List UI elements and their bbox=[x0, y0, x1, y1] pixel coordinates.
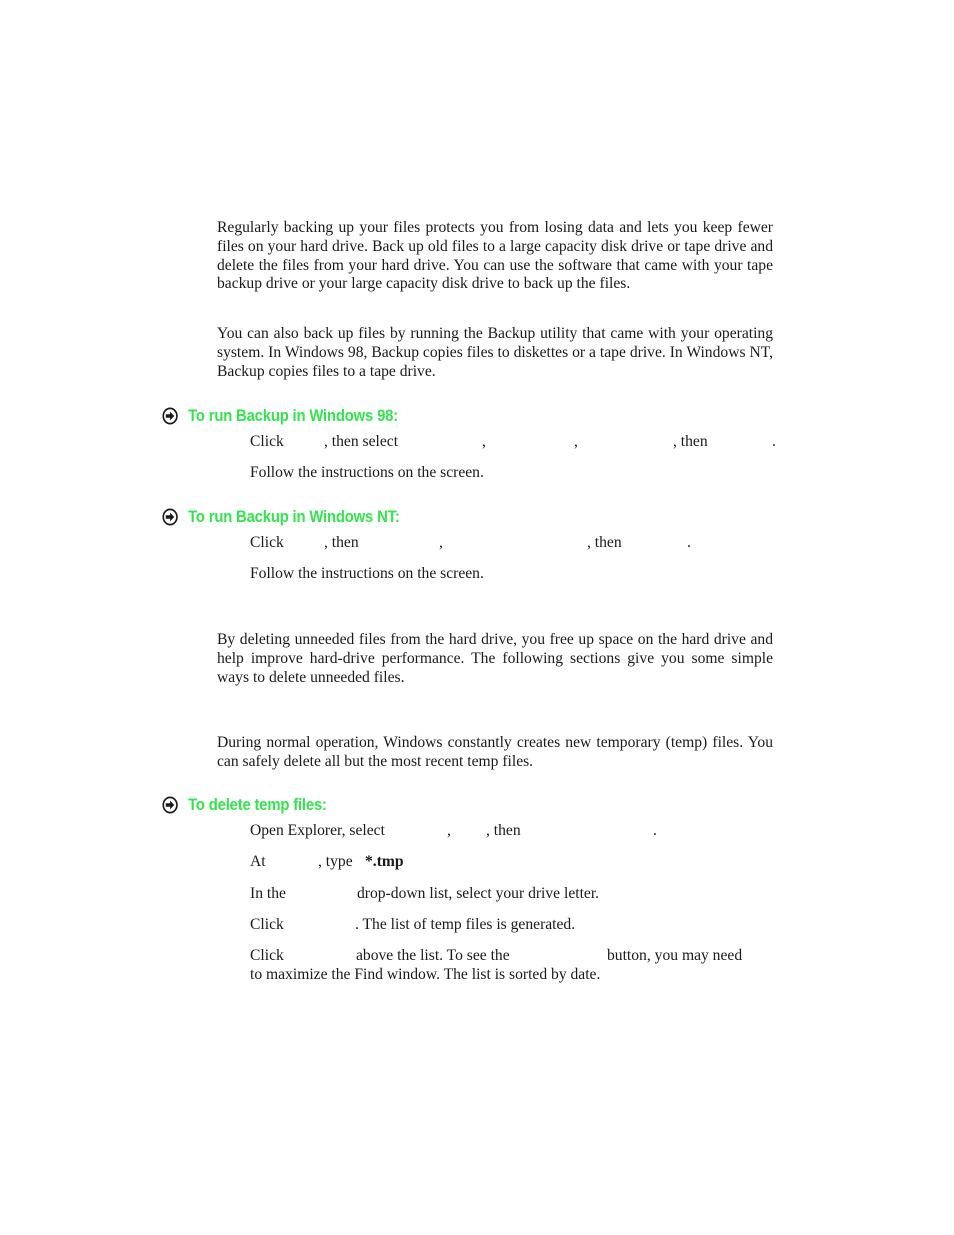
step-text: , bbox=[482, 433, 486, 450]
step-text: , bbox=[574, 433, 578, 450]
step-text: . bbox=[653, 822, 657, 839]
step-text: to maximize the Find window. The list is sorted by date. bbox=[250, 966, 601, 983]
step-text: , then bbox=[486, 822, 521, 839]
step-text: Click bbox=[250, 947, 284, 964]
step-text: , bbox=[447, 822, 451, 839]
step-text: . bbox=[772, 433, 776, 450]
temp-step-1 bbox=[250, 822, 670, 841]
circled-right-arrow-icon bbox=[162, 407, 178, 425]
tmp-wildcard-value: *.tmp bbox=[365, 853, 404, 870]
step-text: Click bbox=[250, 916, 284, 933]
win98-heading-text: To run Backup in Windows 98: bbox=[188, 406, 398, 425]
step-text: , then bbox=[324, 534, 359, 551]
delete-temp-procedure-heading bbox=[162, 794, 327, 816]
step-text: , bbox=[439, 534, 443, 551]
step-text: above the list. To see the bbox=[356, 947, 510, 964]
step-text: button, you may need bbox=[607, 947, 743, 964]
step-text: , then select bbox=[324, 433, 399, 450]
temp-step-5 bbox=[250, 947, 772, 985]
winnt-heading-text: To run Backup in Windows NT: bbox=[188, 507, 400, 526]
backup-utility-paragraph: You can also back up files by running the Backup utility that came with your operating system. In Windows 98, Backup copies files to diskettes or a tape drive. In Windows NT, Backup copies files to a tape drive. bbox=[217, 325, 773, 380]
step-text: , then bbox=[673, 433, 708, 450]
winnt-step-2: Follow the instructions on the screen. bbox=[250, 565, 484, 582]
delete-temp-heading-text: To delete temp files: bbox=[188, 795, 327, 814]
step-text: Click bbox=[250, 433, 284, 450]
win98-step-2: Follow the instructions on the screen. bbox=[250, 464, 484, 481]
circled-right-arrow-icon bbox=[162, 796, 178, 814]
backup-intro-paragraph: Regularly backing up your files protects you from losing data and lets you keep fewer files on your hard drive. Back up old files to a large capacity disk drive or tape drive and delete the files from your hard drive. You can use the software that came with your tape backup drive or your large capacity disk drive to back up the files. bbox=[217, 219, 773, 293]
step-text: , then bbox=[587, 534, 622, 551]
step-text: Click bbox=[250, 534, 284, 551]
temp-step-4 bbox=[250, 916, 630, 935]
winnt-procedure-heading bbox=[162, 506, 400, 528]
deleting-files-paragraph: By deleting unneeded files from the hard drive, you free up space on the hard drive and help improve hard-drive performance. The following sections give you some simple ways to delete unneeded files. bbox=[217, 631, 773, 686]
circled-right-arrow-icon bbox=[162, 508, 178, 526]
step-text: Open Explorer, select bbox=[250, 822, 385, 839]
win98-step-1 bbox=[250, 433, 790, 452]
step-text: , type bbox=[318, 853, 353, 870]
step-text: At bbox=[250, 853, 266, 870]
temp-step-2 bbox=[250, 853, 450, 872]
step-text: . bbox=[687, 534, 691, 551]
step-text: . The list of temp files is generated. bbox=[355, 916, 576, 933]
temp-step-3 bbox=[250, 885, 650, 904]
temp-files-paragraph: During normal operation, Windows constantly creates new temporary (temp) files. You can safely delete all but the most recent temp files. bbox=[217, 734, 773, 770]
step-text: drop-down list, select your drive letter. bbox=[357, 885, 600, 902]
step-text: In the bbox=[250, 885, 286, 902]
win98-procedure-heading bbox=[162, 405, 398, 427]
winnt-step-1 bbox=[250, 534, 710, 553]
